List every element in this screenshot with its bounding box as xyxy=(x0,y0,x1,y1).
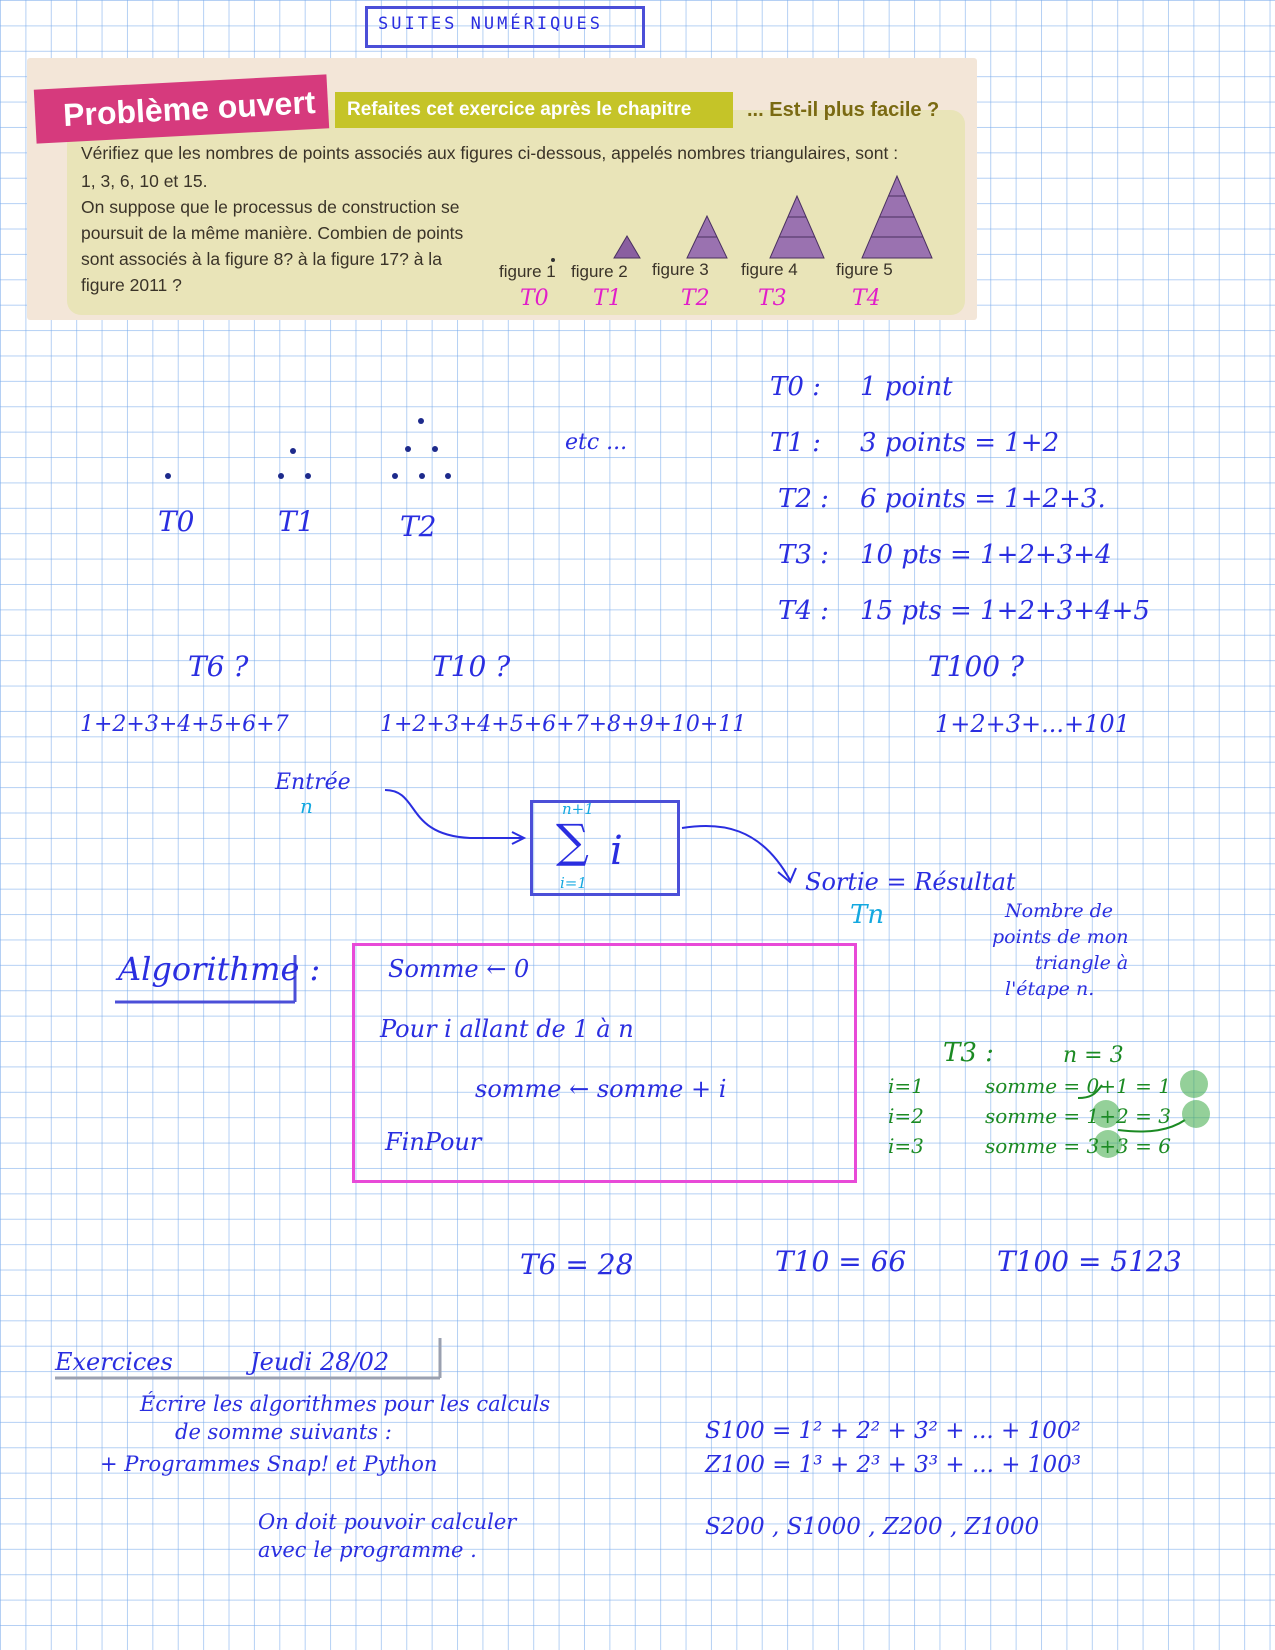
t-label-0: T0 xyxy=(520,286,549,311)
trace-expr-1: somme = 0+1 = 1 xyxy=(985,1074,1171,1098)
problem-line-1: Vérifiez que les nombres de points associés aux figures ci-dessous, appelés nombres triangulaires, sont : xyxy=(81,143,899,163)
result-t10: T10 = 66 xyxy=(775,1245,907,1278)
problem-easier: ... Est-il plus facile ? xyxy=(747,99,940,121)
trace-title: T3 : xyxy=(943,1038,994,1068)
note-line-2: points de mon xyxy=(992,926,1129,948)
t-label-3: T3 xyxy=(758,286,787,311)
sum-t100: 1+2+3+...+101 xyxy=(935,710,1130,738)
count-t0-label: T0 : xyxy=(770,372,821,402)
exercices-title: Exercices xyxy=(55,1348,173,1376)
count-t2-value: 6 points = 1+2+3. xyxy=(860,484,1106,514)
problem-line-6: figure 2011 ? xyxy=(81,275,182,295)
count-t1-label: T1 : xyxy=(770,428,821,458)
question-t6: T6 ? xyxy=(188,650,249,683)
sigma-symbol: ∑ xyxy=(556,814,589,868)
sigma-body: i xyxy=(610,828,623,874)
note-line-3: triangle à xyxy=(1035,952,1129,974)
etc-text: etc ... xyxy=(565,430,628,455)
count-t1-value: 3 points = 1+2 xyxy=(860,428,1060,458)
sortie-var: Tn xyxy=(850,900,885,930)
algo-line-2: Pour i allant de 1 à n xyxy=(380,1015,634,1043)
entree-var: n xyxy=(300,794,313,818)
targets: S200 , S1000 , Z200 , Z1000 xyxy=(705,1514,1040,1540)
result-t6: T6 = 28 xyxy=(520,1248,634,1281)
result-t100: T100 = 5123 xyxy=(997,1245,1182,1278)
trace-expr-3: somme = 3+3 = 6 xyxy=(985,1134,1171,1158)
algo-line-3: somme ← somme + i xyxy=(475,1075,727,1103)
problem-line-3: On suppose que le processus de construction se xyxy=(81,197,460,217)
algo-line-4: FinPour xyxy=(385,1128,482,1156)
exercices-line-3: + Programmes Snap! et Python xyxy=(100,1452,438,1476)
figure-3-label: figure 3 xyxy=(652,260,709,279)
problem-line-5: sont associés à la figure 8? à la figure 17? à la xyxy=(81,249,442,269)
count-t4-value: 15 pts = 1+2+3+4+5 xyxy=(860,596,1150,626)
t-label-2: T2 xyxy=(681,286,710,311)
problem-tag: Problème ouvert xyxy=(34,74,329,143)
sum-t10: 1+2+3+4+5+6+7+8+9+10+11 xyxy=(380,712,747,737)
figure-4-label: figure 4 xyxy=(741,260,798,279)
exercices-line-1: Écrire les algorithmes pour les calculs xyxy=(140,1392,551,1416)
algo-title: Algorithme : xyxy=(118,950,321,988)
figure-1-label: figure 1 xyxy=(499,262,556,281)
dot-label-t1: T1 xyxy=(278,505,315,538)
problem-subtag: Refaites cet exercice après le chapitre xyxy=(335,92,733,128)
entree-label: Entrée xyxy=(275,770,351,795)
exercices-date: Jeudi 28/02 xyxy=(250,1348,390,1376)
figure-2-label: figure 2 xyxy=(571,262,628,281)
sum-s100: S100 = 1² + 2² + 3² + ... + 100² xyxy=(705,1418,1081,1444)
figure-5-label: figure 5 xyxy=(836,260,893,279)
count-t0-value: 1 point xyxy=(860,372,953,402)
sigma-box xyxy=(530,800,680,896)
problem-line-4: poursuit de la même manière. Combien de points xyxy=(81,223,464,243)
problem-line-2: 1, 3, 6, 10 et 15. xyxy=(81,171,208,191)
count-t2-label: T2 : xyxy=(778,484,829,514)
exercices-line-5: avec le programme . xyxy=(258,1538,477,1562)
sum-t6: 1+2+3+4+5+6+7 xyxy=(80,712,289,737)
count-t3-label: T3 : xyxy=(778,540,829,570)
question-t10: T10 ? xyxy=(432,650,511,683)
count-t4-label: T4 : xyxy=(778,596,829,626)
note-line-1: Nombre de xyxy=(1005,900,1114,922)
count-t3-value: 10 pts = 1+2+3+4 xyxy=(860,540,1112,570)
note-line-4: l'étape n. xyxy=(1005,978,1095,1000)
trace-i-2: i=2 xyxy=(888,1104,924,1128)
sigma-top: n+1 xyxy=(562,800,594,818)
trace-i-3: i=3 xyxy=(888,1134,924,1158)
t-label-1: T1 xyxy=(593,286,622,311)
sum-z100: Z100 = 1³ + 2³ + 3³ + ... + 100³ xyxy=(705,1452,1081,1478)
algo-line-1: Somme ← 0 xyxy=(388,955,530,983)
sigma-bottom: i=1 xyxy=(560,874,587,892)
trace-i-1: i=1 xyxy=(888,1074,924,1098)
exercices-line-2: de somme suivants : xyxy=(175,1420,392,1444)
highlight-circle xyxy=(1180,1070,1208,1098)
dot-label-t2: T2 xyxy=(400,510,437,543)
sortie-label: Sortie = Résultat xyxy=(805,868,1016,896)
trace-n: n = 3 xyxy=(1063,1043,1124,1068)
question-t100: T100 ? xyxy=(928,650,1025,683)
t-label-4: T4 xyxy=(852,286,881,311)
highlight-circle xyxy=(1182,1100,1210,1128)
dot-label-t0: T0 xyxy=(158,505,195,538)
page-title: SUITES NUMÉRIQUES xyxy=(378,14,603,34)
exercices-line-4: On doit pouvoir calculer xyxy=(258,1510,517,1534)
trace-expr-2: somme = 1+2 = 3 xyxy=(985,1104,1171,1128)
